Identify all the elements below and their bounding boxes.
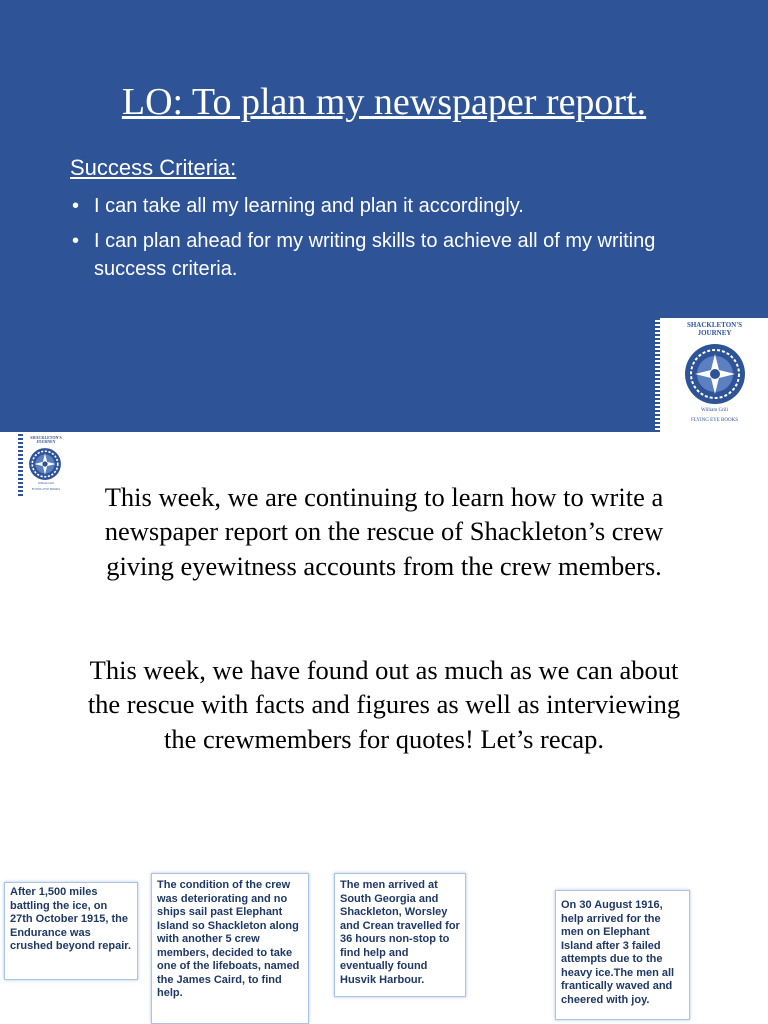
recap-paragraph: This week, we have found out as much as we can about the rescue with facts and figures as well as interviewing the crewmembers for quotes! Let’s recap. — [87, 655, 681, 754]
book-title-line: JOURNEY — [697, 328, 732, 337]
book-title — [26, 436, 66, 445]
book-publisher: FLYING EYE BOOKS — [691, 418, 738, 423]
book-title-line: JOURNEY — [36, 439, 56, 445]
book-title — [663, 322, 766, 337]
compass-emblem-icon — [683, 342, 747, 406]
fact-card-james-caird: The condition of the crew was deteriorating and no ships sail past Elephant Island so Shackleton along with another 5 crew members, decided to take one of the lifeboats, named the James Caird, to find help. — [151, 873, 309, 1024]
book-cover-thumbnail — [18, 434, 68, 496]
criteria-item: • I can plan ahead for my writing skills to achieve all of my writing success criteria. — [70, 227, 700, 283]
fact-card-endurance-crushed: After 1,500 miles battling the ice, on 27th October 1915, the Endurance was crushed beyond repair. — [4, 882, 138, 980]
book-cover-image — [655, 318, 768, 432]
book-author: William Grill — [701, 408, 728, 413]
intro-paragraph: This week, we are continuing to learn how to write a newspaper report on the rescue of Shackleton’s crew giving eyewitness accounts from the crew members. — [104, 482, 664, 581]
fact-card-rescue-arrived: On 30 August 1916, help arrived for the men on Elephant Island after 3 failed attempts due to the heavy ice.The men all frantically waved and cheered with joy. — [555, 890, 690, 1020]
book-spine-pattern — [655, 318, 660, 432]
compass-emblem-icon — [28, 447, 62, 481]
criteria-item: • I can take all my learning and plan it accordingly. — [70, 192, 700, 220]
fact-card-south-georgia: The men arrived at South Georgia and Shackleton, Worsley and Crean travelled for 36 hours non-stop to find help and eventually found Husvik Harbour. — [334, 873, 466, 997]
book-title-line: SHACKLETON'S — [30, 435, 62, 440]
title-slide — [0, 0, 768, 432]
book-publisher: FLYING EYE BOOKS — [31, 487, 61, 491]
slide-title: LO: To plan my newspaper report. — [121, 81, 647, 123]
success-criteria-list — [70, 192, 700, 290]
book-title-line: SHACKLETON'S — [686, 321, 743, 329]
success-criteria-heading: Success Criteria: — [70, 155, 237, 180]
book-author: William Grill — [37, 481, 55, 485]
book-spine-pattern — [18, 434, 23, 496]
